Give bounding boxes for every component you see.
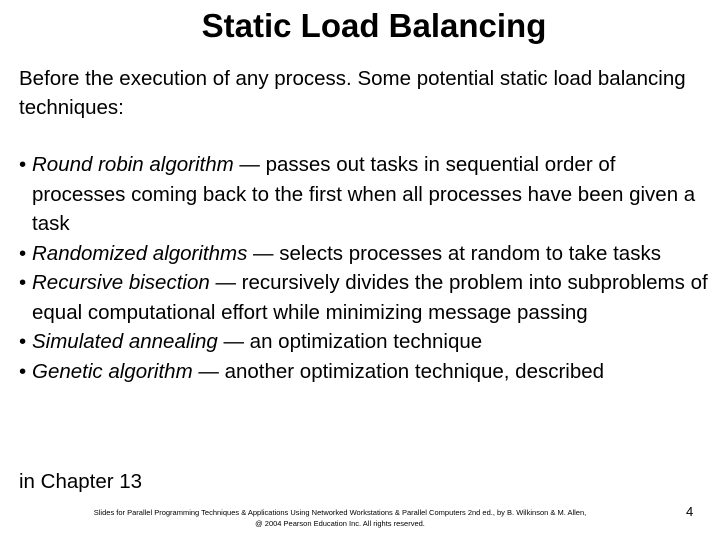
technique-term: Round robin algorithm (32, 153, 234, 176)
list-item (19, 150, 709, 239)
technique-term: Simulated annealing (32, 330, 218, 353)
bullet: • (19, 241, 27, 265)
list-item (19, 239, 709, 269)
technique-list (19, 150, 709, 386)
slide-footer (0, 507, 680, 529)
list-item (19, 327, 709, 357)
technique-description: — selects processes at random to take tasks (247, 241, 661, 265)
slide-title: Static Load Balancing (201, 7, 547, 44)
list-item (19, 268, 709, 327)
technique-description: — passes out tasks in sequential order of processes coming back to the first when all processes have been given a task (32, 153, 696, 235)
technique-term: Randomized algorithms (32, 241, 248, 265)
list-item (19, 357, 709, 387)
technique-description: — an optimization technique (217, 330, 483, 353)
footer-copyright: @ 2004 Pearson Education Inc. All rights reserved. (255, 519, 425, 528)
trailing-text: in Chapter 13 (19, 470, 143, 493)
bullet: • (19, 330, 27, 353)
technique-term: Genetic algorithm (32, 359, 193, 383)
intro-text: Before the execution of any process. Some potential static load balancing techniques: (19, 67, 686, 119)
bullet: • (19, 359, 27, 383)
technique-description: — recursively divides the problem into subproblems of equal computational effort while minimizing message passing (32, 271, 708, 324)
page-number: 4 (686, 504, 694, 519)
technique-term: Recursive bisection (32, 271, 210, 294)
bullet: • (19, 153, 27, 176)
technique-description: — another optimization technique, described (192, 359, 605, 383)
footer-citation: Slides for Parallel Programming Techniques & Applications Using Networked Workstations & Parallel Computers 2nd ed., by B. Wilkinson & M. Allen, (93, 508, 587, 517)
bullet: • (19, 271, 27, 294)
